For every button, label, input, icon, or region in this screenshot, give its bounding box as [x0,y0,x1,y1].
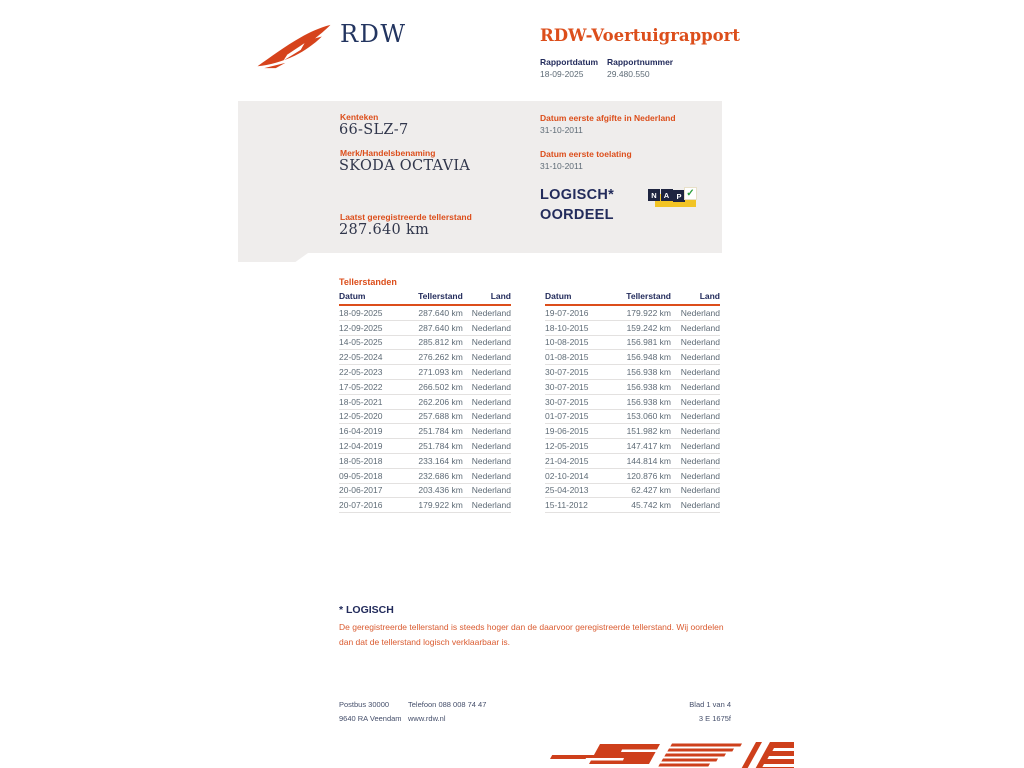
country-cell: Nederland [471,381,511,392]
date-cell: 18-05-2021 [339,396,383,407]
odometer-cell: 156.938 km [626,396,671,407]
country-cell: Nederland [680,500,720,511]
odometer-cell: 203.436 km [418,485,463,496]
tellerstanden-table-left [339,291,511,513]
date-cell: 09-05-2018 [339,470,383,481]
odometer-cell: 257.688 km [418,411,463,422]
nap-checkmark-icon: ✓ [684,187,697,200]
table-row [339,380,511,395]
country-cell: Nederland [471,307,511,318]
toelating-value: 31-10-2011 [540,161,583,171]
tellerstanden-table-right [545,291,720,513]
date-cell: 18-09-2025 [339,307,383,318]
country-cell: Nederland [680,396,720,407]
date-cell: 25-04-2013 [545,485,589,496]
column-header-datum: Datum [545,291,572,301]
date-cell: 12-09-2025 [339,322,383,333]
odometer-cell: 271.093 km [418,367,463,378]
laatste-tellerstand-label: Laatst geregistreerde tellerstand [340,212,472,222]
table-row [339,395,511,410]
date-cell: 02-10-2014 [545,470,589,481]
date-cell: 17-05-2022 [339,381,383,392]
date-cell: 30-07-2015 [545,381,589,392]
footer-form-code: 3 E 1675f [698,714,731,723]
country-cell: Nederland [471,485,511,496]
odometer-cell: 151.982 km [626,426,671,437]
country-cell: Nederland [680,485,720,496]
footnote-title: * LOGISCH [339,604,394,616]
merk-value: SKODA OCTAVIA [339,158,471,174]
afgifte-value: 31-10-2011 [540,125,583,135]
table-row [545,350,720,365]
table-row [545,439,720,454]
table-row [339,365,511,380]
column-header-land: Land [699,291,720,301]
report-title: RDW-Voertuigrapport [540,26,740,45]
odometer-cell: 153.060 km [626,411,671,422]
odometer-cell: 287.640 km [418,307,463,318]
odometer-cell: 156.981 km [626,337,671,348]
table-row [545,306,720,321]
table-row [545,469,720,484]
country-cell: Nederland [471,352,511,363]
table-row [339,321,511,336]
odometer-cell: 45.742 km [631,500,671,511]
rdw-wordmark: RDW [340,20,407,48]
country-cell: Nederland [680,307,720,318]
date-cell: 01-07-2015 [545,411,589,422]
country-cell: Nederland [471,441,511,452]
odometer-cell: 156.938 km [626,367,671,378]
footer-website-link[interactable] [408,714,446,723]
date-cell: 30-07-2015 [545,367,589,378]
table-row [339,410,511,425]
table-row [339,306,511,321]
odometer-cell: 232.686 km [418,470,463,481]
footer-phone: Telefoon 088 008 74 47 [408,700,487,709]
country-cell: Nederland [680,352,720,363]
country-cell: Nederland [471,455,511,466]
kenteken-value: 66-SLZ-7 [339,122,409,138]
footer-address-line2: 9640 RA Veendam [339,714,402,723]
table-header [545,291,720,306]
date-cell: 12-05-2015 [545,441,589,452]
country-cell: Nederland [680,381,720,392]
footnote-text: De geregistreerde tellerstand is steeds hoger dan de daarvoor geregistreerde tellerstand. Wij oordelen dan dat de tellerstand logisch verklaarbaar is. [339,622,724,647]
merk-label: Merk/Handelsbenaming [340,148,436,158]
odometer-cell: 156.938 km [626,381,671,392]
laatste-tellerstand-value: 287.640 km [339,222,430,238]
date-cell: 10-08-2015 [545,337,589,348]
date-cell: 15-11-2012 [545,500,588,511]
odometer-cell: 144.814 km [626,455,671,466]
afgifte-label: Datum eerste afgifte in Nederland [540,113,676,123]
report-date-label: Rapportdatum [540,57,599,67]
date-cell: 21-04-2015 [545,455,589,466]
odometer-cell: 120.876 km [626,470,671,481]
date-cell: 19-06-2015 [545,426,589,437]
table-row [545,424,720,439]
rdw-stripes-graphic [542,737,794,768]
table-row [545,321,720,336]
tellerstanden-title: Tellerstanden [339,277,397,287]
nap-letter-a: A [661,189,673,201]
table-row [339,454,511,469]
table-row [545,336,720,351]
table-row [339,424,511,439]
date-cell: 16-04-2019 [339,426,383,437]
date-cell: 18-10-2015 [545,322,589,333]
country-cell: Nederland [471,367,511,378]
rdw-bird-logo-icon [254,23,334,71]
odometer-cell: 159.242 km [626,322,671,333]
odometer-cell: 266.502 km [418,381,463,392]
column-header-tellerstand: Tellerstand [418,291,463,301]
odometer-cell: 179.922 km [626,307,671,318]
country-cell: Nederland [471,470,511,481]
footer-address-line1: Postbus 30000 [339,700,390,709]
odometer-cell: 179.922 km [418,500,463,511]
table-row [545,454,720,469]
country-cell: Nederland [471,396,511,407]
odometer-cell: 233.164 km [418,455,463,466]
date-cell: 22-05-2023 [339,367,383,378]
odometer-cell: 147.417 km [626,441,671,452]
date-cell: 18-05-2018 [339,455,383,466]
odometer-cell: 287.640 km [418,322,463,333]
country-cell: Nederland [680,426,720,437]
date-cell: 20-07-2016 [339,500,383,511]
table-row [339,469,511,484]
country-cell: Nederland [680,322,720,333]
column-header-land: Land [490,291,511,301]
date-cell: 01-08-2015 [545,352,589,363]
vehicle-summary-panel [238,101,722,253]
country-cell: Nederland [471,426,511,437]
country-cell: Nederland [680,411,720,422]
report-date-value: 18-09-2025 [540,69,584,79]
date-cell: 14-05-2025 [339,337,383,348]
table-row [545,484,720,499]
country-cell: Nederland [680,337,720,348]
table-row [339,484,511,499]
odometer-cell: 62.427 km [631,485,671,496]
nap-letter-n: N [648,189,660,201]
country-cell: Nederland [471,337,511,348]
table-row [545,498,720,513]
oordeel-line1: LOGISCH* [540,187,615,203]
country-cell: Nederland [471,322,511,333]
report-number-value: 29.480.550 [607,69,650,79]
country-cell: Nederland [471,411,511,422]
oordeel-text [540,185,614,225]
footer-page-number: Blad 1 van 4 [689,700,731,709]
column-header-datum: Datum [339,291,366,301]
date-cell: 12-05-2020 [339,411,383,422]
toelating-label: Datum eerste toelating [540,149,632,159]
table-row [339,498,511,513]
odometer-cell: 285.812 km [418,337,463,348]
date-cell: 22-05-2024 [339,352,383,363]
table-row [339,439,511,454]
nap-logo [648,186,698,211]
table-header [339,291,511,306]
odometer-cell: 262.206 km [418,396,463,407]
table-row [339,336,511,351]
date-cell: 19-07-2016 [545,307,589,318]
odometer-cell: 251.784 km [418,441,463,452]
country-cell: Nederland [680,470,720,481]
table-row [545,395,720,410]
odometer-cell: 276.262 km [418,352,463,363]
table-row [545,380,720,395]
country-cell: Nederland [680,455,720,466]
date-cell: 20-06-2017 [339,485,383,496]
country-cell: Nederland [680,367,720,378]
table-row [545,410,720,425]
oordeel-line2: OORDEEL [540,207,614,223]
date-cell: 30-07-2015 [545,396,589,407]
website-url[interactable]: www.rdw.nl [408,714,446,723]
column-header-tellerstand: Tellerstand [626,291,671,301]
odometer-cell: 251.784 km [418,426,463,437]
odometer-cell: 156.948 km [626,352,671,363]
table-row [339,350,511,365]
report-number-label: Rapportnummer [607,57,674,67]
kenteken-label: Kenteken [340,112,379,122]
country-cell: Nederland [680,441,720,452]
table-row [545,365,720,380]
date-cell: 12-04-2019 [339,441,383,452]
country-cell: Nederland [471,500,511,511]
nap-letter-p: P [673,190,685,202]
